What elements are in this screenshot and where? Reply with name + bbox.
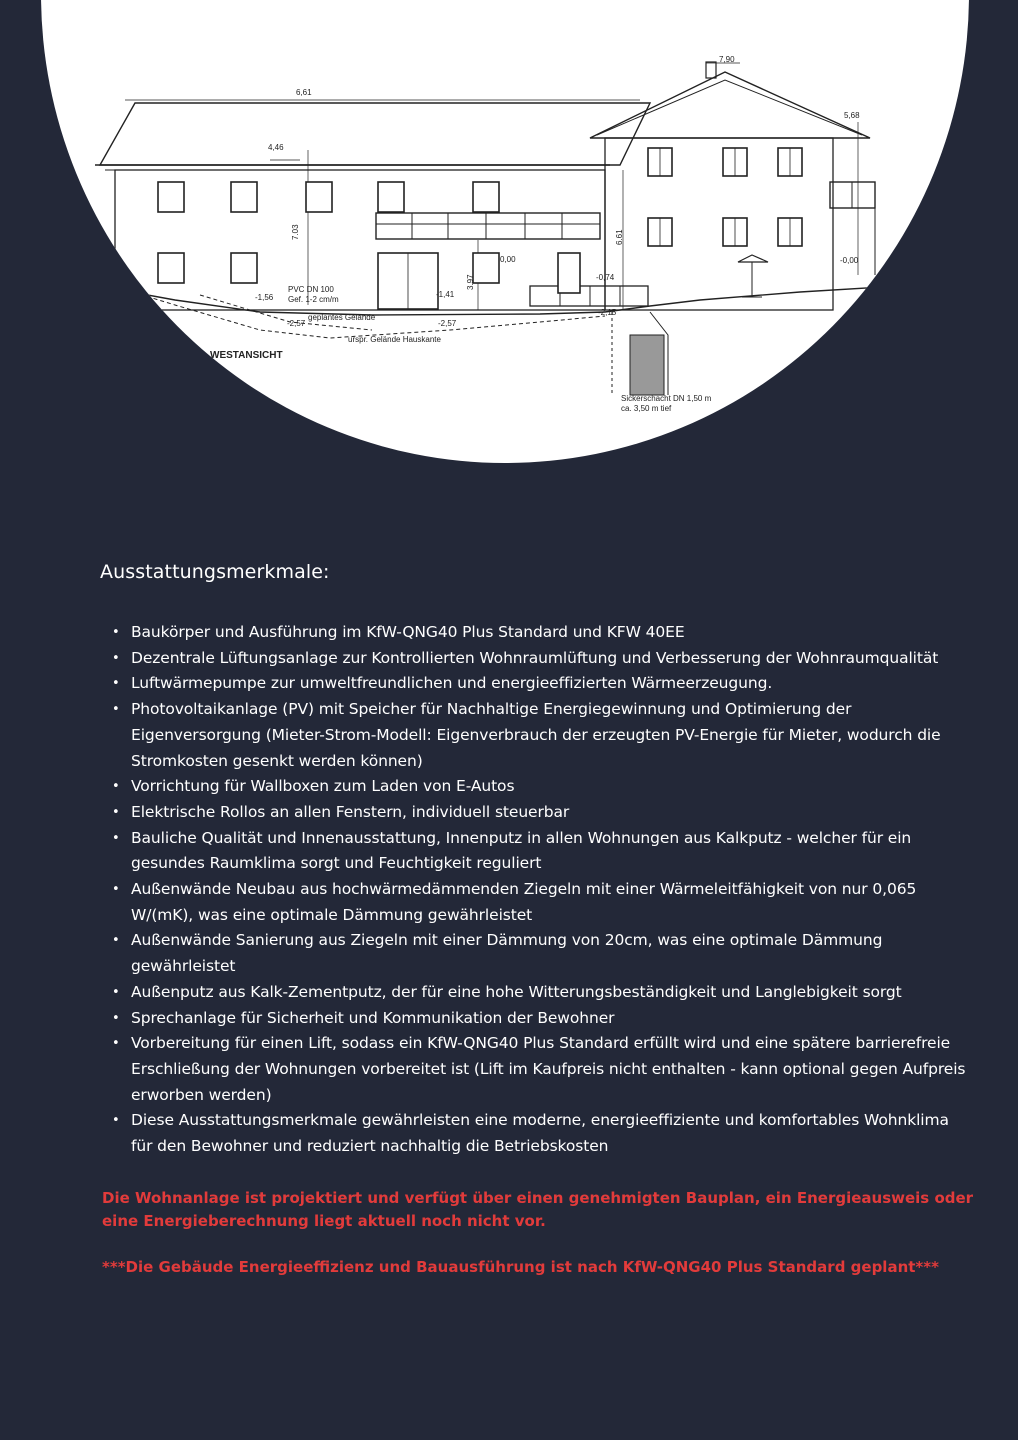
entry-door (558, 253, 580, 293)
dim-label: 7.03 (291, 224, 300, 240)
pvc-label-2: Gef. 1-2 cm/m (288, 295, 339, 304)
feature-item: • Elektrische Rollos an allen Fenstern, individuell steuerbar (110, 800, 972, 826)
dim-label: 0,00 (500, 255, 516, 264)
westansicht-drawing (41, 0, 969, 463)
dim-label: 6.61 (615, 229, 624, 245)
dim-label: 5,68 (844, 111, 860, 120)
dim-label: 6,61 (296, 88, 312, 97)
patio-railing (530, 286, 648, 306)
window (158, 253, 184, 283)
feature-item: • Außenwände Neubau aus hochwärmedämmenden Ziegeln mit einer Wärmeleitfähigkeit von nur 0,065 W/(mK), was eine optimale Dämmung gewährleistet (110, 877, 972, 928)
dim-label: -1,41 (436, 290, 455, 299)
notice-kfw-standard: ***Die Gebäude Energieeffizienz und Bauausführung ist nach KfW-QNG40 Plus Standard geplant*** (102, 1258, 939, 1276)
window (473, 253, 499, 283)
feature-item: • Sprechanlage für Sicherheit und Kommunikation der Bewohner (110, 1006, 972, 1032)
dim-label: 3.97 (466, 274, 475, 290)
dim-label: 4,46 (268, 143, 284, 152)
dim-label: -1,56 (255, 293, 274, 302)
feature-item: • Dezentrale Lüftungsanlage zur Kontrollierten Wohnraumlüftung und Verbesserung der Wohnraumqualität (110, 646, 972, 672)
feature-item: • Luftwärmepumpe zur umweltfreundlichen und energieeffizierten Wärmeerzeugung. (110, 671, 972, 697)
dim-label: -0,74 (596, 273, 615, 282)
window (306, 182, 332, 212)
dim-label: -2,57 (287, 319, 306, 328)
notice-project-status: Die Wohnanlage ist projektiert und verfügt über einen genehmigten Bauplan, ein Energieausweis oder eine Energieberechnung liegt aktuell noch nicht vor. (102, 1189, 974, 1230)
feature-item: • Außenwände Sanierung aus Ziegeln mit einer Dämmung von 20cm, was eine optimale Dämmung gewährleistet (110, 928, 972, 979)
feature-item: • Vorbereitung für einen Lift, sodass ein KfW-QNG40 Plus Standard erfüllt wird und eine spätere barrierefreie Erschließung der Wohnungen vorbereitet ist (Lift im Kaufpreis nicht enthalten - kann optional gegen Aufpreis erworben werden) (110, 1031, 972, 1108)
soakaway-shaft (630, 335, 664, 395)
feature-item: • Diese Ausstattungsmerkmale gewährleisten eine moderne, energieeffiziente und komfortables Wohnklima für den Bewohner und reduziert nachhaltig die Betriebskosten (110, 1108, 972, 1159)
feature-item: • Photovoltaikanlage (PV) mit Speicher für Nachhaltige Energiegewinnung und Optimierung der Eigenversorgung (Mieter-Strom-Modell: Eigenverbrauch der erzeugten PV-Energie für Mieter, wodurch die Stromkosten gesenkt werden können) (110, 697, 972, 774)
pvc-label: PVC DN 100 (288, 285, 334, 294)
soakaway-label-2: ca. 3,50 m tief (621, 404, 672, 413)
dim-label: 7,90 (719, 55, 735, 64)
balcony-upper (376, 213, 600, 239)
dim-label: -0,00 (840, 256, 859, 265)
dim-label: -2,15 (598, 308, 617, 317)
feature-item: • Baukörper und Ausführung im KfW-QNG40 Plus Standard und KFW 40EE (110, 620, 972, 646)
features-list (110, 620, 972, 1160)
drawing-title: WESTANSICHT (210, 350, 283, 361)
features-heading: Ausstattungsmerkmale: (100, 561, 330, 583)
window (378, 182, 404, 212)
feature-item: • Vorrichtung für Wallboxen zum Laden von E-Autos (110, 774, 972, 800)
parasol (738, 255, 768, 262)
soakaway-label: Sickerschacht DN 1,50 m (621, 394, 712, 403)
window (158, 182, 184, 212)
dim-label: -2,57 (438, 319, 457, 328)
left-facade (115, 170, 605, 310)
left-roof (100, 103, 650, 165)
architecture-circle (41, 0, 969, 463)
planned-terrain-label: geplantes Gelände (308, 313, 376, 322)
original-terrain-label: urspr. Gelände Hauskante (348, 335, 441, 344)
window (231, 253, 257, 283)
feature-item: • Außenputz aus Kalk-Zementputz, der für eine hohe Witterungsbeständigkeit und Langlebigkeit sorgt (110, 980, 972, 1006)
window (231, 182, 257, 212)
window (473, 182, 499, 212)
feature-item: • Bauliche Qualität und Innenausstattung, Innenputz in allen Wohnungen aus Kalkputz - welcher für ein gesundes Raumklima sorgt und Feuchtigkeit reguliert (110, 826, 972, 877)
